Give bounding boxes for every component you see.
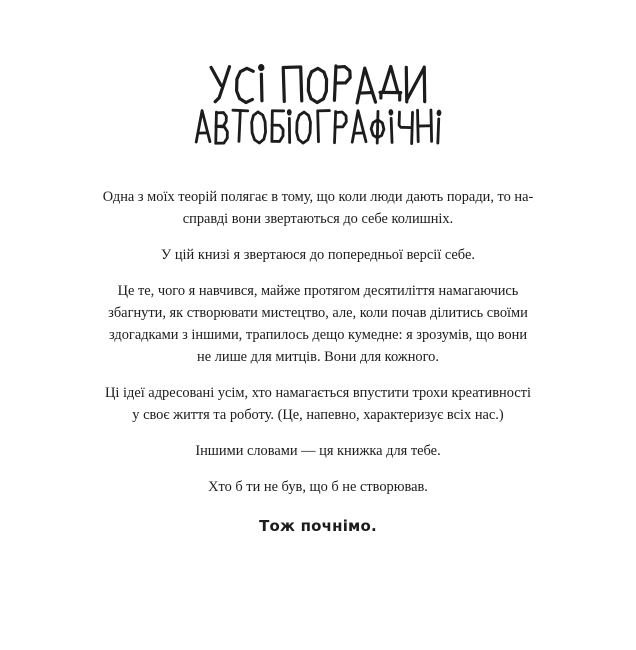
text-line: Одна з моїх теорій полягає в тому, що коли люди дають поради, то на- — [102, 188, 534, 205]
paragraph — [53, 382, 583, 426]
text-line: Хто б ти не був, що б не створював. — [208, 478, 428, 495]
chapter-body — [53, 186, 583, 537]
text-line: не лише для митців. Вони для кожного. — [197, 348, 439, 365]
title-letter — [249, 110, 268, 144]
title-letter — [349, 109, 367, 143]
title-letter — [233, 67, 255, 105]
title-letter — [213, 111, 229, 145]
chapter-title-line-1 — [0, 66, 636, 103]
paragraph — [53, 440, 583, 462]
title-letter — [208, 66, 232, 104]
text-line: збагнути, як створювати мистецтво, але, коли почав ділитись своїми — [108, 304, 528, 321]
paragraph — [53, 280, 583, 368]
text-line: справді вони звертаються до себе колишніх. — [182, 210, 454, 227]
title-space — [267, 66, 280, 103]
title-letter — [379, 65, 403, 102]
title-letter — [286, 110, 293, 144]
text-line: Ці ідеї адресовані усім, хто намагається впустити трохи креативності — [105, 384, 531, 401]
chapter-title — [0, 0, 636, 144]
title-letter — [331, 110, 348, 144]
paragraph — [53, 186, 583, 230]
chapter-title-line-2 — [0, 110, 636, 144]
closing-line — [53, 515, 583, 537]
text-line: здогадками з іншими, трапилось дещо кумедне: я зрозумів, що вони — [108, 326, 528, 343]
title-letter — [404, 66, 428, 103]
text-line: Іншими словами — ця книжка для тебе. — [195, 442, 441, 459]
title-letter — [416, 109, 434, 143]
title-letter — [353, 66, 378, 104]
text-line: у своє життя та роботу. (Це, напевно, характеризує всіх нас.) — [132, 406, 504, 423]
title-letter — [314, 109, 330, 143]
title-letter — [269, 109, 285, 143]
title-letter — [281, 65, 305, 103]
paragraph — [53, 244, 583, 266]
title-letter — [331, 64, 353, 102]
text-line: Це те, чого я навчився, майже протягом десятиліття намагаючись — [117, 282, 519, 299]
paragraph — [53, 476, 583, 498]
text-line: У цій книзі я звертаюся до попередньої версії себе. — [161, 246, 475, 263]
title-letter — [435, 110, 443, 144]
title-letter — [396, 111, 414, 145]
title-letter — [230, 109, 249, 143]
title-letter — [256, 65, 266, 102]
title-letter — [368, 110, 386, 144]
title-letter — [387, 110, 395, 144]
title-letter — [295, 111, 313, 145]
text-line: Тож почнімо. — [259, 516, 377, 535]
title-letter — [306, 67, 330, 104]
title-letter — [193, 109, 211, 143]
